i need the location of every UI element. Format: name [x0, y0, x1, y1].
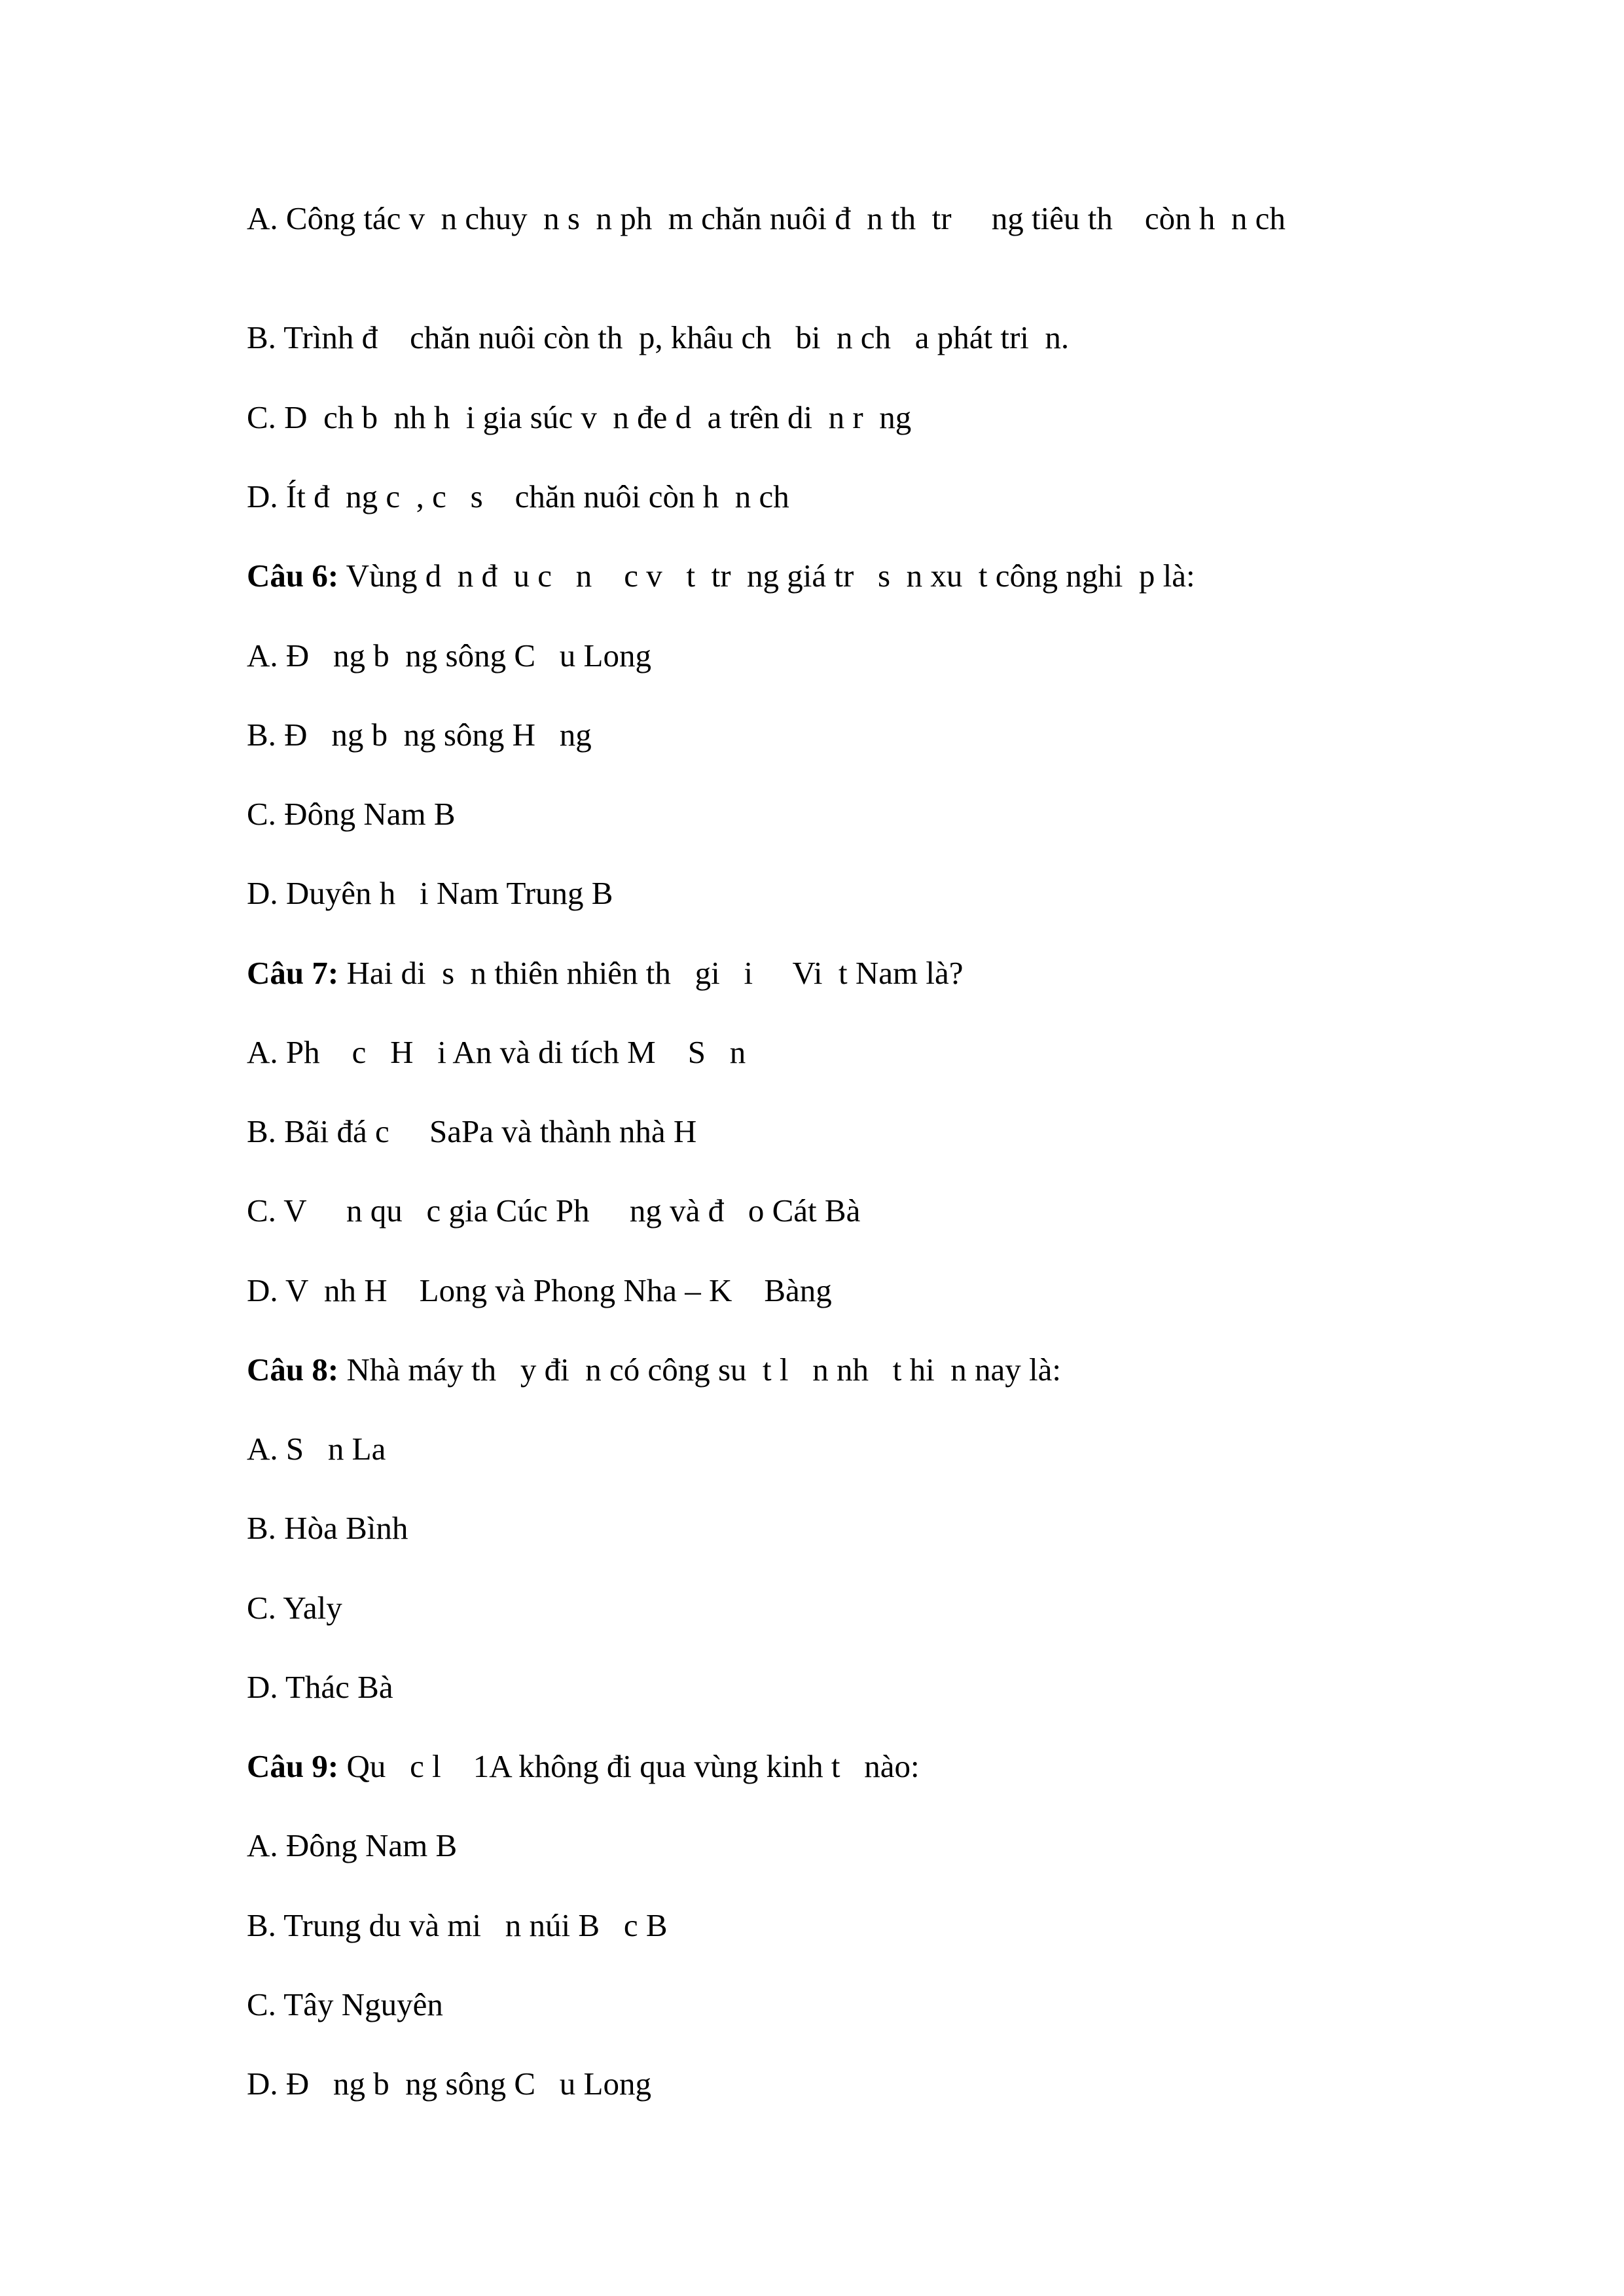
question-9-option-d: D. Đ ng b ng sông C u Long: [247, 2066, 651, 2102]
question-7: [247, 952, 1399, 994]
question-9: [247, 1746, 1399, 1787]
question-7-number: Câu 7:: [247, 955, 339, 991]
question-9-option-a: A. Đông Nam B: [247, 1827, 458, 1863]
question-7-option-c: C. V n qu c gia Cúc Ph ng và đ o Cát Bà: [247, 1193, 861, 1229]
option-a-prev: A. Công tác v n chuy n s n ph m chăn nuôi đ n th tr ng tiêu th còn h n ch: [247, 200, 1286, 236]
question-9-text: Qu c l 1A không đi qua vùng kinh t nào:: [338, 1748, 920, 1784]
question-6: [247, 555, 1399, 597]
question-6-option-a: A. Đ ng b ng sông C u Long: [247, 637, 651, 673]
question-7-option-b: B. Bãi đá c SaPa và thành nhà H: [247, 1113, 697, 1149]
question-6-option-d: D. Duyên h i Nam Trung B: [247, 875, 613, 911]
question-8-option-b: B. Hòa Bình: [247, 1510, 408, 1546]
question-8-option-c: C. Yaly: [247, 1590, 342, 1626]
question-6-option-c: C. Đông Nam B: [247, 796, 456, 832]
option-c-prev: C. D ch b nh h i gia súc v n đe d a trên di n r ng: [247, 399, 912, 435]
question-6-option-b: B. Đ ng b ng sông H ng: [247, 717, 592, 753]
question-6-text: Vùng d n đ u c n c v t tr ng giá tr s n xu t công nghi p là:: [338, 558, 1195, 594]
question-9-number: Câu 9:: [247, 1748, 339, 1784]
question-8-text: Nhà máy th y đi n có công su t l n nh t hi n nay là:: [338, 1352, 1061, 1388]
question-6-number: Câu 6:: [247, 558, 339, 594]
question-7-option-d: D. V nh H Long và Phong Nha – K Bàng: [247, 1272, 832, 1308]
question-7-option-a: A. Ph c H i An và di tích M S n: [247, 1034, 746, 1070]
option-d-prev: D. Ít đ ng c , c s chăn nuôi còn h n ch: [247, 478, 789, 514]
question-9-option-c: C. Tây Nguyên: [247, 1986, 443, 2022]
question-8: [247, 1349, 1399, 1391]
question-8-option-a: A. S n La: [247, 1431, 386, 1467]
question-8-number: Câu 8:: [247, 1352, 339, 1388]
option-b-prev: B. Trình đ chăn nuôi còn th p, khâu ch bi n ch a phát tri n.: [247, 319, 1070, 355]
question-8-option-d: D. Thác Bà: [247, 1669, 393, 1705]
question-7-text: Hai di s n thiên nhiên th gi i Vi t Nam là?: [338, 955, 964, 991]
question-9-option-b: B. Trung du và mi n núi B c B: [247, 1907, 668, 1943]
